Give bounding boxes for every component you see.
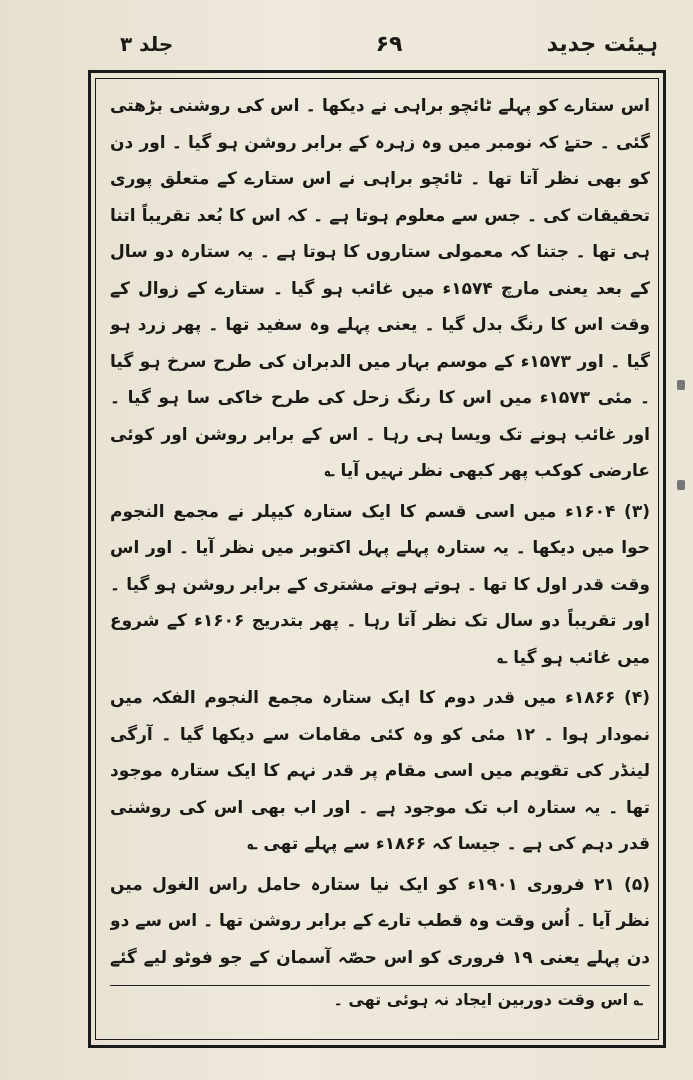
footnote: ؎ اس وقت دوربین ایجاد نہ ہوئی تھی ۔: [333, 990, 643, 1009]
paragraph-kepler: (۳) ۱۶۰۴ء میں اسی قسم کا ایک ستارہ کیپلر نے مجمع النجوم حوا میں دیکھا ۔ یہ ستارہ پہلے پہل اکتوبر میں نظر آیا ۔ اور اس وقت قدر اول کا تھا ۔ ہوتے ہوتے مشتری کے برابر روشن ہو گیا ۔ اور تقریباً دو سال تک نظر آتا رہا ۔ پھر بتدریج ۱۶۰۶ء کے شروع میں غائب ہو گیا ؎: [110, 501, 650, 668]
page-edge-mark: [677, 480, 685, 490]
paragraph-tycho: اس ستارے کو پہلے ٹائچو براہی نے دیکھا ۔ اس کی روشنی بڑھتی گئی ۔ حتےٰ کہ نومبر میں وہ زہرہ کے برابر روشن ہو گیا ۔ اور دن کو بھی نظر آتا تھا ۔ ٹائچو براہی نے اس ستارے کے متعلق پوری تحقیقات کی ۔ جس سے معلوم ہوتا ہے ۔ کہ اس کا بُعد تقریباً اتنا ہی تھا ۔ جتنا کہ معمولی ستاروں کا ہوتا ہے ۔ یہ ستارہ دو سال کے بعد یعنی مارچ ۱۵۷۴ء میں غائب ہو گیا ۔ ستارے کے زوال کے وقت اس کا رنگ بدل گیا ۔ یعنی پہلے وہ سفید تھا ۔ پھر زرد ہو گیا ۔ اور ۱۵۷۳ء کے موسم بہار میں الدبران کی طرح سرخ ہو گیا ۔ مئی ۱۵۷۳ء میں اس کا رنگ زحل کی طرح خاکی سا ہو گیا ۔ اور غائب ہونے تک ویسا ہی رہا ۔ اس کے برابر روشن اور کوئی عارضی کوکب پھر کبھی نظر نہیں آیا ؎: [110, 96, 650, 481]
paragraph-1901: (۵) ۲۱ فروری ۱۹۰۱ء کو ایک نیا ستارہ حامل راس الغول میں نظر آیا ۔ اُس وقت وہ قطب تارے کے برابر روشن تھا ۔ اس سے دو دن پہلے یعنی ۱۹ فروری کو اس حصّہ آسمان کے جو فوٹو لیے گئے: [110, 874, 650, 968]
body-text: [110, 88, 650, 978]
running-title: ہیئت جدید: [546, 32, 658, 57]
page-number: ۶۹: [375, 32, 403, 57]
footnote-rule: [110, 985, 650, 986]
paragraph-1866: (۴) ۱۸۶۶ء میں قدر دوم کا ایک ستارہ مجمع النجوم الفکہ میں نمودار ہوا ۔ ۱۲ مئی کو وہ کئی مقامات سے دیکھا گیا ۔ آرگی لینڈر کی تقویم میں اسی مقام پر قدر نہم کا ایک ستارہ موجود تھا ۔ یہ ستارہ اب تک موجود ہے ۔ اور اب بھی اس کی روشنی قدر دہم کی ہے ۔ جیسا کہ ۱۸۶۶ء سے پہلے تھی ؎: [110, 688, 650, 854]
page-edge-mark: [677, 380, 685, 390]
volume-label: جلد ۳: [120, 32, 174, 56]
page-header: [120, 30, 658, 70]
